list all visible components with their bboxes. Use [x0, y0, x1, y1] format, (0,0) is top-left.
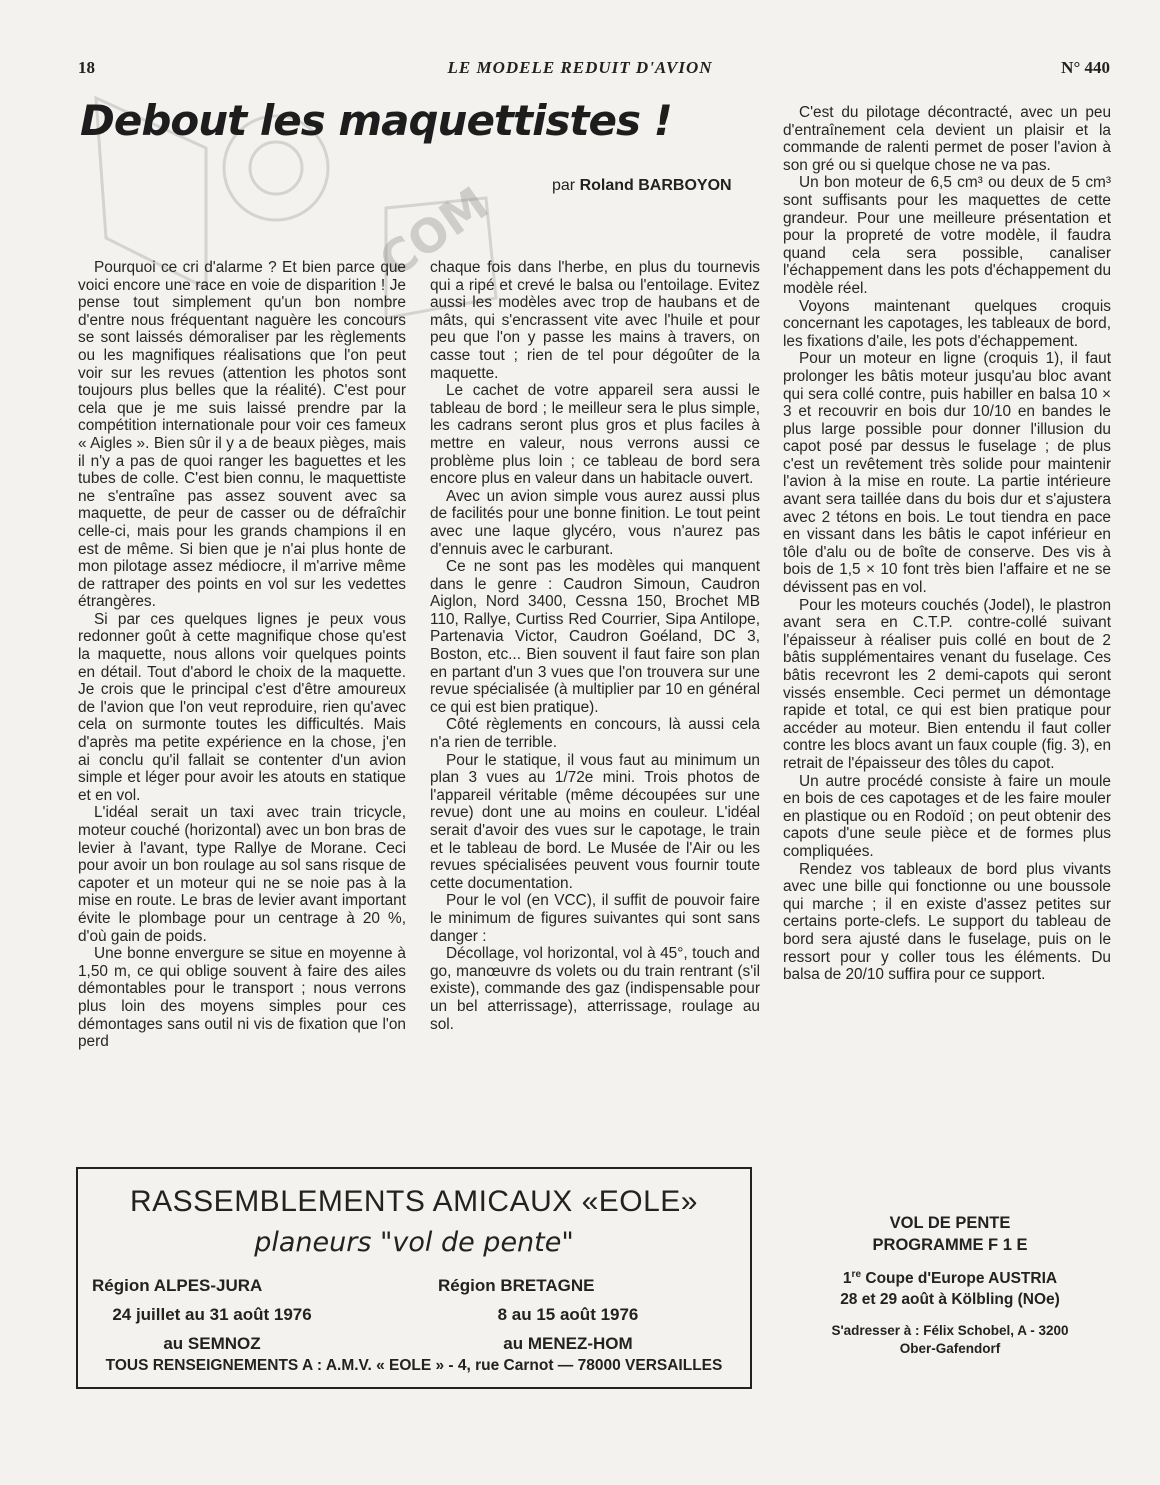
watermark-inner-ring	[250, 142, 302, 194]
eole-contact: TOUS RENSEIGNEMENTS A : A.M.V. « EOLE » - 4, rue Carnot — 78000 VERSAILLES	[105, 1357, 723, 1374]
vdp-ordinal-suffix: re	[851, 1268, 862, 1280]
paragraph: Pour un moteur en ligne (croquis 1), il faut prolonger les bâtis moteur jusqu'au bloc avant qui sera collé contre, puis habiller en balsa 10 × 3 et recouvrir en bois dur 10/10 en bandes le plus large possible pour donner l'illusion du capot posé par dessus le fuselage ; de plus c'est un revêtement très solide pour maintenir l'avion à la mise en route. La partie intérieure avant sera taillée dans du bois dur et s'ajustera avec 2 tétons en bois. Le tout tiendra en pace en vissant dans les bâtis le capot inférieur en tôle d'alu ou de boîte de conserve. Des vis à bois de 1,5 × 10 font très bien l'affaire et ne se dévissent pas en vol.	[783, 350, 1111, 597]
article-column-right	[783, 104, 1111, 984]
region-dates: 8 au 15 août 1976	[497, 1305, 639, 1324]
running-title: LE MODELE REDUIT D'AVION	[447, 58, 713, 77]
article-title: Debout les maquettistes !	[80, 96, 672, 145]
eole-title: RASSEMBLEMENTS AMICAUX «EOLE»	[129, 1185, 698, 1218]
region-dates: 24 juillet au 31 août 1976	[112, 1305, 312, 1324]
paragraph: Pour le vol (en VCC), il suffit de pouvoir faire le minimum de figures suivantes qui sont sans danger :	[430, 892, 760, 945]
byline-author: Roland BARBOYON	[579, 177, 732, 194]
issue-number: N° 440	[1061, 58, 1110, 77]
vdp-title-line2: PROGRAMME F 1 E	[872, 1236, 1028, 1254]
byline-prefix: par	[552, 177, 576, 194]
region-bretagne	[438, 1271, 698, 1358]
page-number: 18	[78, 58, 95, 77]
paragraph: C'est du pilotage décontracté, avec un peu d'entraînement cela devient un plaisir et la commande de ralenti permet de poser l'avion à son gré ou si quelque chose ne va pas.	[783, 104, 1111, 174]
paragraph: Pourquoi ce cri d'alarme ? Et bien parce que voici encore une race en voie de disparition ! Je pense tout simplement qu'un bon nombre d'entre nous fréquentant naguère les concours se sont laissés démoraliser par les règlements ou les magnifiques réalisations que l'on peut voir sur les revues (attention les photos sont toujours plus belles que la réalité). C'est pour cela que je me suis laissé prendre par la compétition internationale pour voir ces fameux « Aigles ». Bien sûr il y a de beaux pièges, mais il n'y a pas de quoi ranger les baguettes et les tubes de colle. C'est bien connu, le maquettiste ne s'entraîne pas assez souvent avec sa maquette, de peur de casser ou de défraîchir celle-ci, mais pour les grands champions il en est de même. Si bien que je n'ai plus honte de mon pilotage assez médiocre, il m'arrive même de rattraper des points en vol sur les vedettes étrangères.	[78, 259, 406, 611]
paragraph: Voyons maintenant quelques croquis concernant les capotages, les tableaux de bord, les fixations d'aile, les pots d'échappement.	[783, 297, 1111, 350]
vdp-event-line1	[790, 1268, 1110, 1289]
paragraph: Un autre procédé consiste à faire un moule en bois de ces capotages et de les faire mouler en plastique ou en Rodoïd ; on peut obtenir des capots d'une seule pièce et de formes plus compliquées.	[783, 772, 1111, 860]
paragraph: Le cachet de votre appareil sera aussi le tableau de bord ; le meilleur sera le plus simple, les cadrans seront plus gros et plus faciles à mettre en valeur, nous verrons aussi ce problème plus loin ; ce tableau de bord sera encore plus en valeur dans un habitacle ouvert.	[430, 382, 760, 488]
paragraph: Côté règlements en concours, là aussi cela n'a rien de terrible.	[430, 716, 760, 752]
paragraph: L'idéal serait un taxi avec train tricycle, moteur couché (horizontal) avec un bon bras de levier à l'avant, type Rallye de Morane. Ceci pour avoir un bon roulage au sol sans risque de capoter et un moteur qui ne se noie pas à la mise en route. Le bras de levier avant important évite le plombage pour un centrage à 20 %, d'où gain de poids.	[78, 804, 406, 945]
watermark-text: COM	[369, 176, 498, 289]
paragraph: chaque fois dans l'herbe, en plus du tournevis qui a ripé et crevé le balsa ou l'entoilage. Evitez aussi les modèles avec trop de haubans et de mâts, qui s'encrassent vite avec l'huile et pour peu que l'on y passe les mains à travers, on casse tout ; rien de tel pour dégoûter de la maquette.	[430, 259, 760, 382]
paragraph: Décollage, vol horizontal, vol à 45°, touch and go, manœuvre ds volets ou du train rentrant (s'il existe), commande des gaz (indispensable pour un bel atterrissage), atterrissage, roulage au sol.	[430, 945, 760, 1033]
eole-subtitle: planeurs "vol de pente"	[254, 1227, 574, 1258]
paragraph: Pour le statique, il vous faut au minimum un plan 3 vues au 1/72e mini. Trois photos de l'appareil véritable (même découpées sur une revue) dont une au moins en couleur. L'idéal serait d'avoir des vues sur le capotage, le train et le tableau de bord. Le Musée de l'Air ou les revues spécialisées peuvent vous fournir toute cette documentation.	[430, 751, 760, 892]
vdp-title-line1: VOL DE PENTE	[889, 1214, 1011, 1232]
region-place: au MENEZ-HOM	[503, 1334, 633, 1353]
vdp-address-line2: Ober-Gafendorf	[899, 1341, 1001, 1356]
paragraph: Si par ces quelques lignes je peux vous redonner goût à cette magnifique chose qu'est la maquette, nous allons voir quelques points en détail. Tout d'abord le choix de la maquette. Je crois que le principal c'est d'être amoureux de l'avion que l'on veut reproduire, rien qu'avec cela on surmonte toutes les difficultés. Mais d'après ma petite expérience en la chose, j'en ai conclu qu'il fallait se contenter d'un avion simple et léger pour avoir les atouts en statique et en vol.	[78, 610, 406, 804]
vdp-event	[790, 1268, 1110, 1310]
vdp-address-line1: S'adresser à : Félix Schobel, A - 3200	[831, 1323, 1069, 1338]
paragraph: Un bon moteur de 6,5 cm³ ou deux de 5 cm³ sont suffisants pour les maquettes de cette grandeur. Pour une meilleure présentation et pour la propreté de votre modèle, il faudra quand cela sera possible, canaliser l'échappement dans les pots d'échappement du modèle réel.	[783, 174, 1111, 297]
region-name: Région ALPES-JURA	[92, 1276, 263, 1295]
region-alpes-jura	[92, 1271, 332, 1358]
paragraph: Ce ne sont pas les modèles qui manquent dans le genre : Caudron Simoun, Caudron Aiglon, Nord 3400, Cessna 150, Brochet MB 110, Rallye, Curtiss Red Courrier, Sipa Antilope, Partenavia Victor, Caudron Goéland, DC 3, Boston, etc... Bien souvent il faut faire son plan en partant d'un 3 vues que l'on trouvera sur une revue spécialisée (à multiplier par 10 en général ce qui est bien pratique).	[430, 558, 760, 716]
vdp-event-line2: 28 et 29 août à Kölbling (NOe)	[840, 1291, 1060, 1308]
paragraph: Pour les moteurs couchés (Jodel), le plastron avant sera en C.T.P. contre-collé suivant l'épaisseur à réaliser puis collé en bout de 2 bâtis supplémentaires venant du fuselage. Ces bâtis recevront les 2 demi-capots qui seront vissés ensemble. Ceci permet un démontage rapide et total, ce qui est bien pratique pour accéder au moteur. Bien entendu il faut coller contre les blocs avant un faux couple (fig. 3), en retrait de l'épaisseur des tôles du capot.	[783, 596, 1111, 772]
region-name: Région BRETAGNE	[438, 1276, 595, 1295]
paragraph: Avec un avion simple vous aurez aussi plus de facilités pour une bonne finition. Le tout peint avec une laque glycéro, vous n'aurez pas d'ennuis avec le carburant.	[430, 487, 760, 558]
vdp-ordinal: 1	[842, 1270, 852, 1287]
vdp-address	[790, 1322, 1110, 1358]
article-column-left	[78, 259, 406, 1051]
eole-ad-box	[76, 1167, 752, 1389]
article-column-middle	[430, 259, 760, 1033]
region-place: au SEMNOZ	[163, 1334, 261, 1353]
vol-de-pente-notice	[790, 1212, 1110, 1358]
byline	[552, 177, 732, 195]
paragraph: Une bonne envergure se situe en moyenne à 1,50 m, ce qui oblige souvent à faire des ailes démontables pour le transport ; nous verrons plus loin des moyens simples pour ces démontages sans outil ni vis de fixation que l'on perd	[78, 945, 406, 1051]
paragraph: Rendez vos tableaux de bord plus vivants avec une bille qui fonctionne ou une boussole qui marche ; il en existe d'assez petites sur certains porte-clefs. Le support du tableau de bord sera ajusté dans le fuselage, puis on le ressort pour y coller tous les éléments. Du balsa de 20/10 suffira pour ce support.	[783, 860, 1111, 984]
vdp-event-name: Coupe d'Europe AUSTRIA	[865, 1270, 1058, 1287]
vdp-title	[790, 1212, 1110, 1256]
